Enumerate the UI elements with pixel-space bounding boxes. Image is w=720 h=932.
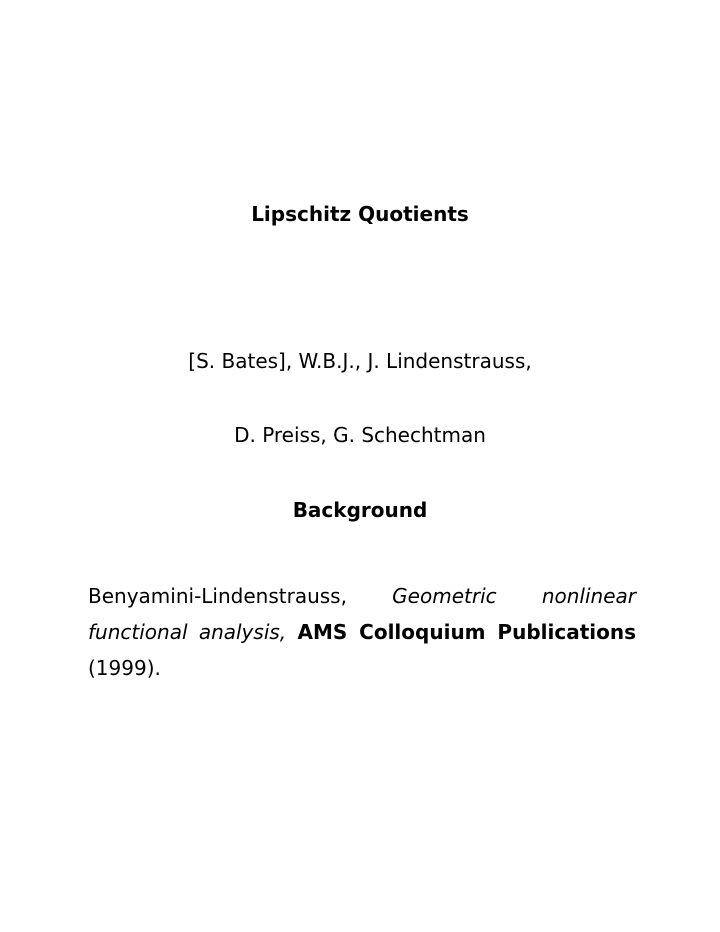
reference-book-title: Geometric nonlinear functional analysis,: [88, 584, 636, 644]
slide-title: Lipschitz Quotients: [251, 202, 469, 226]
authors-line-1: [S. Bates], W.B.J., J. Lindenstrauss,: [188, 349, 532, 373]
reference-authors: Benyamini-Lindenstrauss,: [88, 584, 347, 608]
section-heading: Background: [292, 498, 428, 522]
authors-line-2: D. Preiss, G. Schechtman: [234, 423, 486, 447]
reference-year: (1999).: [88, 656, 161, 680]
reference-series: AMS Colloquium Publications: [297, 620, 637, 644]
reference-paragraph: [88, 578, 636, 686]
